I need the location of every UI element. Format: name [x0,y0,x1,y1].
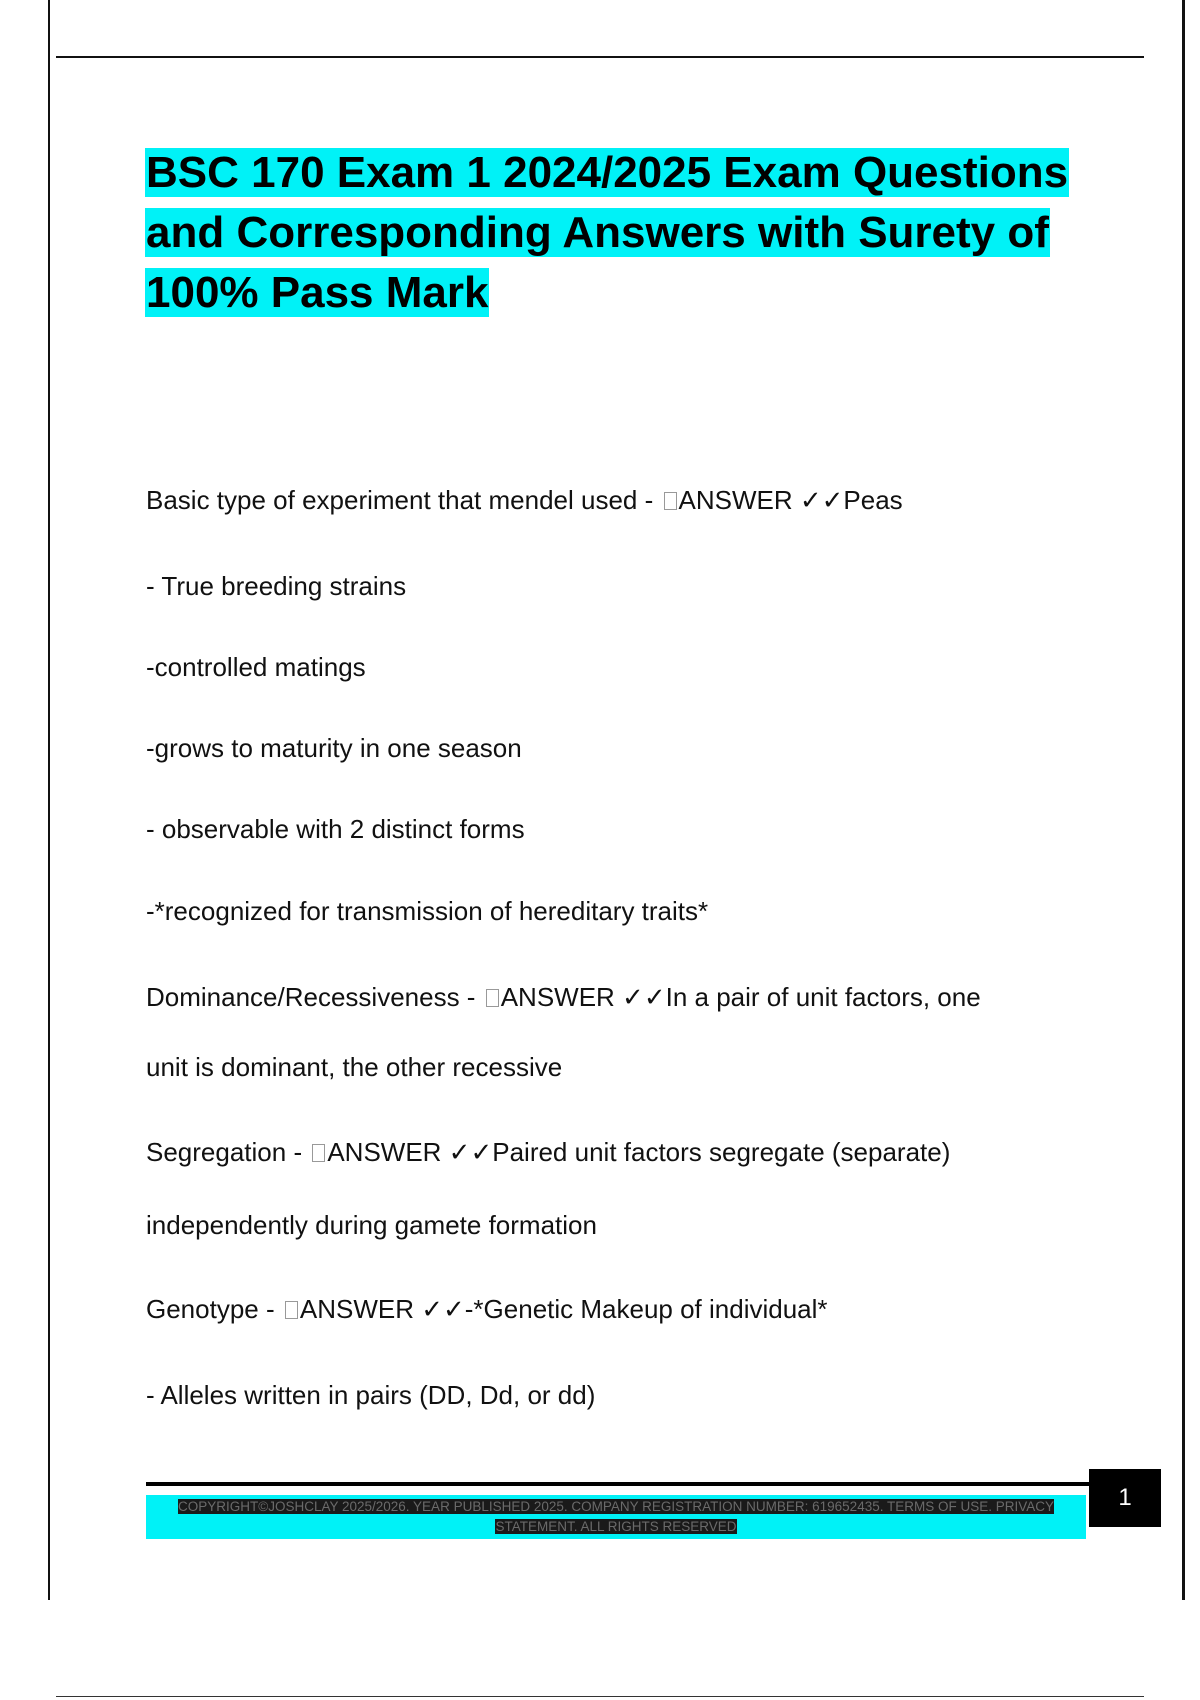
page-border-left [48,0,50,1600]
answer-line: -controlled matings [146,652,366,682]
question-line [146,981,981,1013]
answer-text: ANSWER ✓✓Paired unit factors segregate (separate) [327,1137,951,1167]
copyright-footer [146,1495,1086,1539]
question-line [146,1136,950,1168]
answer-line: - observable with 2 distinct forms [146,814,525,844]
missing-glyph-box-icon [486,989,499,1007]
answer-line: -grows to maturity in one season [146,733,522,763]
document-title [145,143,1085,323]
answer-line: - Alleles written in pairs (DD, Dd, or dd) [146,1380,596,1410]
answer-line: unit is dominant, the other recessive [146,1052,563,1082]
question-text: Genotype - [146,1294,282,1324]
answer-line: -*recognized for transmission of hereditary traits* [146,896,709,926]
answer-text: ANSWER ✓✓In a pair of unit factors, one [500,982,981,1012]
missing-glyph-box-icon [285,1301,298,1319]
missing-glyph-box-icon [312,1144,325,1162]
question-text: Basic type of experiment that mendel used - [146,485,661,515]
answer-text: ANSWER ✓✓-*Genetic Makeup of individual* [299,1294,828,1324]
document-title-text: BSC 170 Exam 1 2024/2025 Exam Questions and Corresponding Answers with Surety of 100% Pass Mark [146,148,1069,317]
question-line [146,1293,828,1325]
question-text: Segregation - [146,1137,310,1167]
answer-line: - True breeding strains [146,571,407,601]
copyright-text: COPYRIGHT©JOSHCLAY 2025/2026. YEAR PUBLISHED 2025. COMPANY REGISTRATION NUMBER: 619652435. TERMS OF USE. PRIVACY STATEMENT. ALL RIGHTS RESERVED [178,1499,1054,1534]
question-line [146,484,903,516]
answer-text: ANSWER ✓✓Peas [678,485,903,515]
next-page-rule [56,1696,1144,1697]
page-number: 1 [1089,1469,1161,1527]
answer-line: independently during gamete formation [146,1210,597,1240]
page-border-right [1182,0,1185,1600]
footer-rule [146,1482,1089,1486]
missing-glyph-box-icon [664,492,677,510]
question-text: Dominance/Recessiveness - [146,982,483,1012]
header-rule [56,56,1144,58]
